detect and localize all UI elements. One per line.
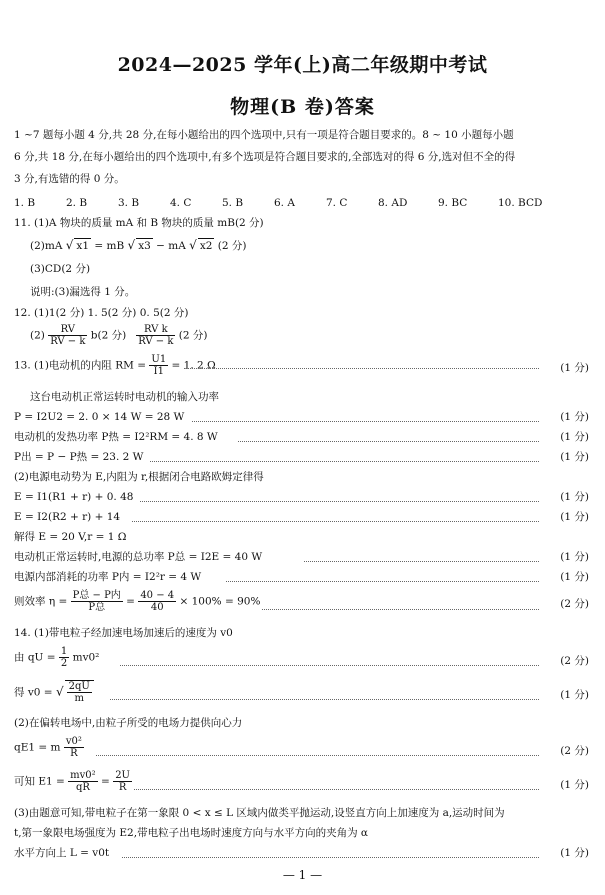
leader-dots <box>238 441 539 442</box>
q13-line-8: E = I2(R2 + r) + 14 <box>14 511 121 523</box>
q13-line-9: 解得 E = 20 V,r = 1 Ω <box>14 531 127 543</box>
q14-line-7: (3)由题意可知,带电粒子在第一象限 0 < x ≤ L 区域内做类平抛运动,设竖直方向上加速度为 a,运动时间为 <box>14 807 505 819</box>
leader-dots <box>150 461 539 462</box>
q13-score-9: (2 分) <box>560 598 589 610</box>
leader-dots <box>96 755 539 756</box>
q13-line-11: 电源内部消耗的功率 P内 = I2²r = 4 W <box>14 571 202 583</box>
q11-line-1: 11. (1)A 物块的质量 mA 和 B 物块的质量 mB(2 分) <box>14 217 264 229</box>
answer-8: 8. AD <box>378 197 408 209</box>
leader-dots <box>110 699 539 700</box>
q13-score-4: (1 分) <box>560 451 589 463</box>
q13-line-1: 13. (1)电动机的内阻 RM = $\frac{U1}{I1}$ = 1. 2 Ω <box>14 354 216 377</box>
intro-line-1: 1 ~7 题每小题 4 分,共 28 分,在每小题给出的四个选项中,只有一项是符合题目要求的。8 ~ 10 小题每小题 <box>14 129 514 141</box>
answer-3: 3. B <box>118 197 140 209</box>
leader-dots <box>184 368 539 369</box>
q13-score-3: (1 分) <box>560 431 589 443</box>
q14-line-2: 由 qU = $\frac{1}{2}$ mv0² <box>14 646 100 669</box>
exam-title: 2024—2025 学年(上)高二年级期中考试 <box>117 54 488 76</box>
leader-dots <box>262 609 539 610</box>
q14-fraction-e1-a: $\frac{\text{mv0²}}{qR}$ <box>70 770 96 793</box>
answer-10: 10. BCD <box>498 197 543 209</box>
answer-9: 9. BC <box>438 197 468 209</box>
q11-line-3: (3)CD(2 分) <box>30 263 91 275</box>
leader-dots <box>134 789 539 790</box>
exam-subtitle: 物理(B 卷)答案 <box>230 96 375 118</box>
q12-fraction-1: $\frac{RV}{RV - k}$ <box>50 324 86 347</box>
page-number: — 1 — <box>282 868 323 882</box>
q14-fraction-v0: $\frac{2qU}{m}$ <box>68 681 90 704</box>
leader-dots <box>120 665 539 666</box>
q13-score-1: (1 分) <box>560 362 589 374</box>
q14-fraction-half: $\frac{1}{2}$ <box>60 646 68 669</box>
answer-4: 4. C <box>170 197 192 209</box>
leader-dots <box>122 857 539 858</box>
q13-score-7: (1 分) <box>560 551 589 563</box>
q13-line-6: (2)电源电动势为 E,内阻为 r,根据闭合电路欧姆定律得 <box>14 471 264 483</box>
q14-score-1: (2 分) <box>560 655 589 667</box>
q14-line-6: 可知 E1 = $\frac{\text{mv0²}}{qR}$ = $\frac{2U}{R}$ <box>14 770 130 793</box>
q14-score-4: (1 分) <box>560 779 589 791</box>
q12-line-1: 12. (1)1(2 分) 1. 5(2 分) 0. 5(2 分) <box>14 307 189 319</box>
answer-1: 1. B <box>14 197 36 209</box>
q14-line-4: (2)在偏转电场中,由粒子所受的电场力提供向心力 <box>14 717 243 729</box>
leader-dots <box>132 521 539 522</box>
q11-line-2: (2)mA √ x1 = mB √ x3 − mA √ x2 (2 分) <box>30 238 247 252</box>
q11-score: (2 分) <box>217 240 247 252</box>
q11-term-2: = mB <box>94 240 125 252</box>
answer-6: 6. A <box>274 197 295 209</box>
q14-fraction-centripetal: $\frac{\text{v0²}}{R}$ <box>65 736 82 759</box>
q13-line-3: P = I2U2 = 2. 0 × 14 W = 28 W <box>14 411 185 423</box>
q13-score-2: (1 分) <box>560 411 589 423</box>
q14-line-9: 水平方向上 L = v0t <box>14 847 110 859</box>
leader-dots <box>140 501 539 502</box>
intro-line-2: 6 分,共 18 分,在每小题给出的四个选项中,有多个选项是符合题目要求的,全部选对的得 6 分,选对但不全的得 <box>14 151 516 163</box>
q13-line-2: 这台电动机正常运转时电动机的输入功率 <box>30 391 219 403</box>
answer-5: 5. B <box>222 197 244 209</box>
q13-fraction-rm: $\frac{U1}{I1}$ <box>151 354 167 377</box>
q13-efficiency-fraction-1: $\frac{\text{P总 − P内}}{\text{P总}}$ <box>72 590 121 613</box>
q13-line-5: P出 = P − P热 = 23. 2 W <box>14 451 144 463</box>
q11-line-4: 说明:(3)漏选得 1 分。 <box>30 286 136 298</box>
q11-term-3: − mA <box>156 240 186 252</box>
leader-dots <box>192 421 539 422</box>
q14-line-8: t,第一象限电场强度为 E2,带电粒子出电场时速度方向与水平方向的夹角为 α <box>14 827 369 839</box>
q14-fraction-e1-b: $\frac{2U}{R}$ <box>115 770 130 793</box>
q11-sqrt-x3: x3 <box>138 240 151 252</box>
q13-score-6: (1 分) <box>560 511 589 523</box>
q14-line-1: 14. (1)带电粒子经加速电场加速后的速度为 v0 <box>14 627 233 639</box>
q14-score-2: (1 分) <box>560 689 589 701</box>
leader-dots <box>304 561 539 562</box>
q13-efficiency-fraction-2: $\frac{40 - 4}{40}$ <box>140 590 175 613</box>
q13-score-8: (1 分) <box>560 571 589 583</box>
q13-line-7: E = I1(R1 + r) + 0. 48 <box>14 491 134 503</box>
q11-sqrt-x2: x2 <box>199 240 213 252</box>
q14-line-3: 得 v0 = √ $\frac{2qU}{m}$ <box>14 680 94 704</box>
q14-score-3: (2 分) <box>560 745 589 757</box>
q14-score-5: (1 分) <box>560 847 589 859</box>
q12-fraction-2: $\frac{\text{RV k}}{RV - k}$ <box>138 324 174 347</box>
q13-line-12: 则效率 η = $\frac{\text{P总 − P内}}{\text{P总}}$ = $\frac{40 - 4}{40}$ × 100% = 90% <box>14 590 261 613</box>
answer-2: 2. B <box>66 197 88 209</box>
q11-term-1: (2)mA <box>30 240 63 252</box>
q11-sqrt-x1: x1 <box>76 240 90 252</box>
q14-line-5: qE1 = m $\frac{\text{v0²}}{R}$ <box>14 736 82 759</box>
q13-line-4: 电动机的发热功率 P热 = I2²RM = 4. 8 W <box>14 431 218 443</box>
q13-line-10: 电动机正常运转时,电源的总功率 P总 = I2E = 40 W <box>14 551 263 563</box>
q13-score-5: (1 分) <box>560 491 589 503</box>
answer-7: 7. C <box>326 197 348 209</box>
q12-line-2: (2) $\frac{RV}{RV - k}$ b(2 分) $\frac{\text{RV k}}{RV - k}$ (2 分) <box>30 324 208 347</box>
leader-dots <box>226 581 539 582</box>
intro-line-3: 3 分,有选错的得 0 分。 <box>14 173 125 185</box>
